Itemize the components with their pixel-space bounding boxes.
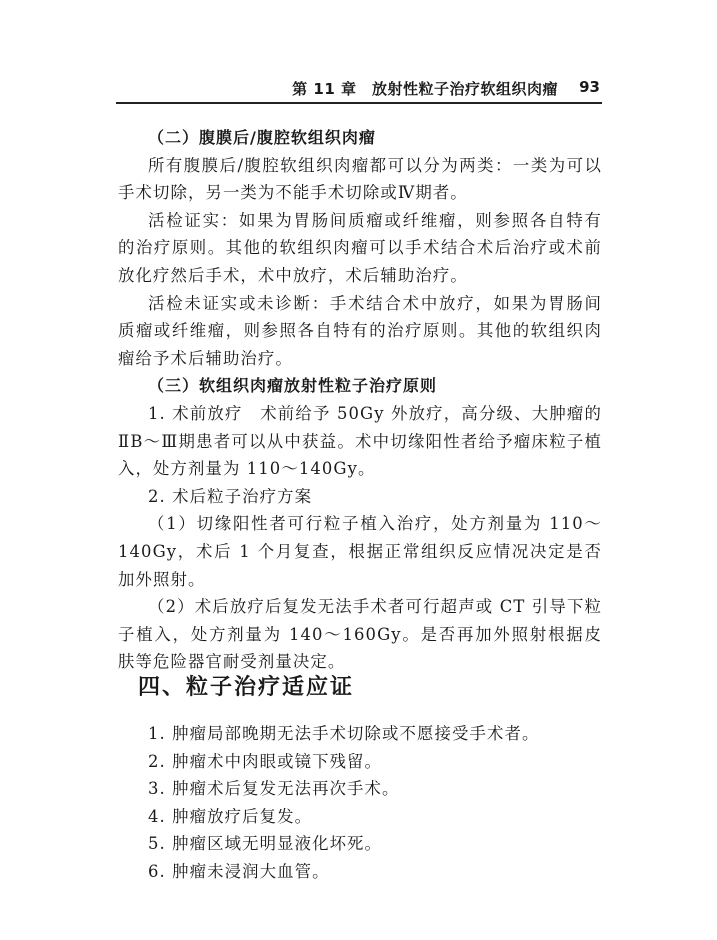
subsection-heading-retroperitoneal: （二）腹膜后/腹腔软组织肉瘤	[148, 128, 376, 147]
list-item: 2. 肿瘤术中肉眼或镜下残留。	[148, 751, 383, 771]
section-heading-indications: 四、粒子治疗适应证	[138, 675, 355, 700]
paragraph: 活检证实：如果为胃肠间质瘤或纤维瘤，则参照各自特有的治疗原则。其他的软组织肉瘤可以手术结合术后治疗或术前放化疗然后手术，术中放疗，术后辅助治疗。	[118, 210, 602, 285]
subsection-heading-principles: （三）软组织肉瘤放射性粒子治疗原则	[148, 376, 438, 396]
list-item: 6. 肿瘤未浸润大血管。	[148, 861, 330, 881]
list-item: 1. 肿瘤局部晚期无法手术切除或不愿接受手术者。	[148, 724, 540, 743]
paragraph: 活检未证实或未诊断：手术结合术中放疗，如果为胃肠间质瘤或纤维瘤，则参照各自特有的治疗原则。其他的软组织肉瘤给予术后辅助治疗。	[118, 293, 602, 368]
paragraph: 1. 术前放疗 术前给予 50Gy 外放疗，高分级、大肿瘤的ⅡB～Ⅲ期患者可以从中获益。术中切缘阳性者给予瘤床粒子植入，处方剂量为 110～140Gy。	[118, 403, 602, 479]
list-item: 4. 肿瘤放疗后复发。	[148, 806, 313, 826]
paragraph: 所有腹膜后/腹腔软组织肉瘤都可以分为两类：一类为可以手术切除，另一类为不能手术切除或Ⅳ期者。	[118, 155, 602, 203]
list-item: 3. 肿瘤术后复发无法再次手术。	[148, 779, 400, 799]
body-text	[118, 124, 602, 676]
paragraph: 2. 术后粒子治疗方案	[148, 486, 313, 506]
running-title: 第 11 章 放射性粒子治疗软组织肉瘤	[292, 80, 558, 98]
running-header	[116, 78, 602, 104]
indications-list	[148, 720, 602, 886]
page-number: 93	[579, 78, 600, 96]
paragraph: （1）切缘阳性者可行粒子植入治疗，处方剂量为 110～140Gy，术后 1 个月复查，根据正常组织反应情况决定是否加外照射。	[118, 514, 602, 589]
paragraph: （2）术后放疗后复发无法手术者可行超声或 CT 引导下粒子植入，处方剂量为 140～160Gy。是否再加外照射根据皮肤等危险器官耐受剂量决定。	[118, 597, 602, 672]
list-item: 5. 肿瘤区域无明显液化坏死。	[148, 834, 383, 854]
